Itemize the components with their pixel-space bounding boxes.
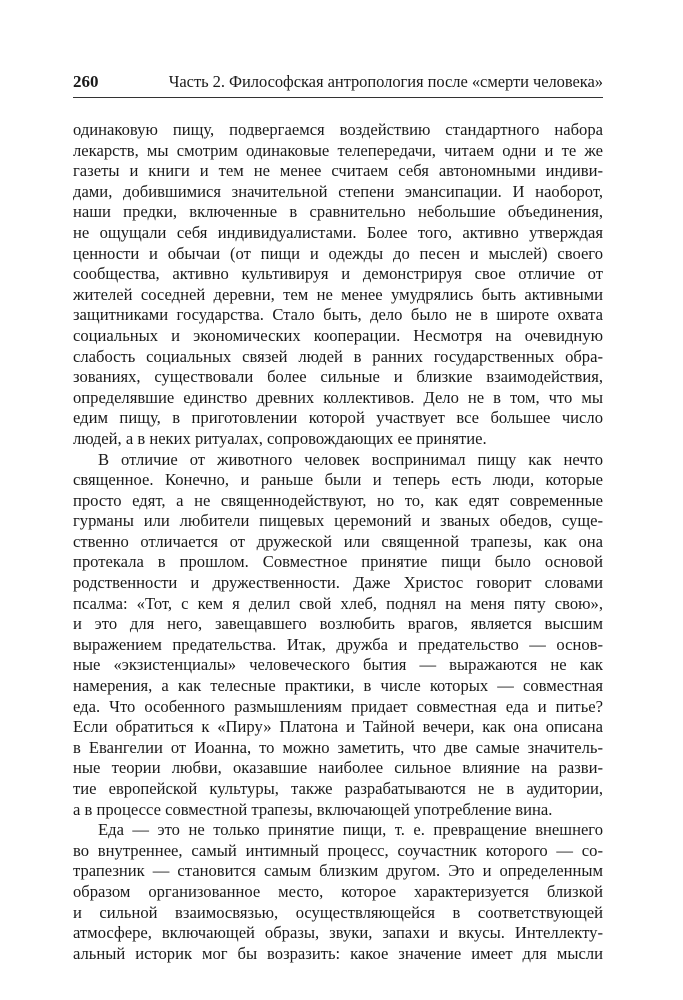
text-line: Если обратиться к «Пиру» Платона и Тайной вечери, как она описана — [73, 717, 603, 737]
text-line: не ощущали себя индивидуалистами. Более того, активно утверждая — [73, 222, 603, 242]
text-line: гурманы или любители пищевых церемоний и званых обедов, суще- — [73, 511, 603, 531]
page-header — [73, 71, 603, 97]
text-line: жителей соседней деревни, тем не менее умудрялись быть активными — [73, 284, 603, 304]
text-line: зованиях, существовали более сильные и близкие взаимодействия, — [73, 367, 603, 387]
text-line: защитниками государства. Стало быть, дело было не в широте охвата — [73, 305, 603, 325]
running-title: Часть 2. Философская антропология после «смерти человека» — [168, 72, 603, 91]
text-line: В отличие от животного человек воспринимал пищу как нечто — [98, 449, 603, 469]
text-line: во внутреннее, самый интимный процесс, соучастник которого — со- — [73, 840, 603, 860]
text-line: выражением предательства. Итак, дружба и предательство — основ- — [73, 634, 603, 654]
text-line: псалма: «Тот, с кем я делил свой хлеб, поднял на меня пяту свою», — [73, 593, 603, 613]
text-line: ные теории любви, оказавшие наиболее сильное влияние на разви- — [73, 758, 603, 778]
text-line: священное. Конечно, и раньше были и теперь есть люди, которые — [73, 470, 603, 490]
text-line: в Евангелии от Иоанна, то можно заметить, что две самые значитель- — [73, 737, 603, 757]
text-body — [73, 120, 603, 964]
text-line: едим пищу, в приготовлении которой участвует все большее число — [73, 408, 603, 428]
text-line: трапезник — становится самым близким другом. Это и определенным — [73, 861, 603, 881]
text-line: определявшие единство древних коллективов. Дело не в том, что мы — [73, 387, 603, 407]
text-line: родственности и дружественности. Даже Христос говорит словами — [73, 573, 603, 593]
text-line: и это для него, завещавшего возлюбить врагов, является высшим — [73, 614, 603, 634]
text-line: ственно отличается от дружеской или священной трапезы, как она — [73, 531, 603, 551]
text-line: образом организованное место, которое характеризуется близкой — [73, 881, 603, 901]
page-number: 260 — [73, 72, 99, 91]
text-line: протекала в прошлом. Совместное принятие пищи было основой — [73, 552, 603, 572]
header-rule — [73, 97, 603, 98]
text-line: дами, добившимися значительной степени эмансипации. И наоборот, — [73, 181, 603, 201]
text-line: и сильной взаимосвязью, осуществляющейся в соответствующей — [73, 902, 603, 922]
text-line: Еда — это не только принятие пищи, т. е. превращение внешнего — [98, 820, 603, 840]
text-line: людей, а в неких ритуалах, сопровождающих ее принятие. — [73, 428, 487, 448]
text-line: наши предки, включенные в сравнительно небольшие объединения, — [73, 202, 603, 222]
text-line: газеты и книги и тем не менее считаем себя автономными индиви- — [73, 161, 603, 181]
text-line: социальных и экономических кооперации. Несмотря на очевидную — [73, 325, 603, 345]
text-line: одинаковую пищу, подвергаемся воздействию стандартного набора — [73, 120, 603, 139]
text-line: альный историк мог бы возразить: какое значение имеет для мысли — [73, 943, 603, 963]
text-line: а в процессе совместной трапезы, включающей употребление вина. — [73, 799, 553, 819]
text-line: слабость социальных связей людей в ранних государственных обра- — [73, 346, 603, 366]
text-line: просто едят, а не священнодействуют, но то, как едят современные — [73, 490, 603, 510]
text-line: намерения, а как телесные практики, в числе которых — совместная — [73, 676, 603, 696]
text-line: атмосфере, включающей образы, звуки, запахи и вкусы. Интеллекту- — [73, 923, 603, 943]
text-line: тие европейской культуры, также разрабатываются не в аудитории, — [73, 779, 603, 798]
text-line: ценности и обычаи (от пищи и одежды до песен и мыслей) своего — [73, 243, 603, 263]
text-line: еда. Что особенного размышлениям придает совместная еда и питье? — [73, 696, 603, 716]
text-line: ные «экзистенциалы» человеческого бытия — выражаются не как — [73, 655, 603, 675]
text-line: лекарств, мы смотрим одинаковые телепередачи, читаем одни и те же — [73, 140, 603, 160]
text-line: сообщества, активно культивируя и демонстрируя свое отличие от — [73, 264, 603, 284]
